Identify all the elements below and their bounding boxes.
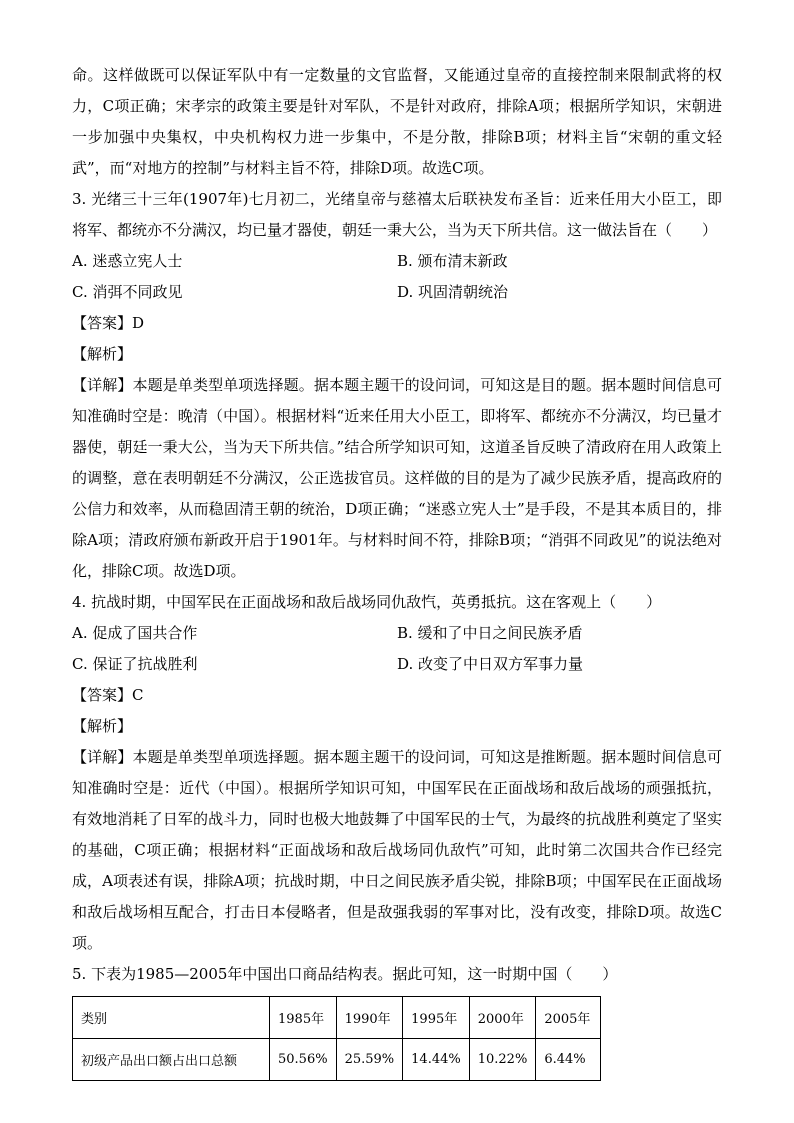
export-structure-table (72, 996, 601, 1081)
q3-stem: 3. 光绪三十三年(1907年)七月初二，光绪皇帝与慈禧太后联袂发布圣旨：近来任用大小臣工，即将军、都统亦不分满汉，均已量才器使，朝廷一秉大公，当为天下所共信。这一做法旨在（ ） (72, 190, 722, 239)
table-cell: 初级产品出口额占出口总额 (73, 1039, 270, 1081)
table-header-cell: 1995年 (403, 997, 470, 1039)
table-header-cell: 2005年 (536, 997, 601, 1039)
q3-analysis-label: 【解析】 (72, 345, 133, 363)
table-cell: 25.59% (336, 1039, 403, 1081)
table-cell: 50.56% (270, 1039, 337, 1081)
q3-options (72, 246, 722, 308)
q3-option-a: A. 迷惑立宪人士 (72, 252, 183, 270)
page-content (72, 60, 722, 1081)
table-cell: 10.22% (469, 1039, 536, 1081)
table-row (73, 1039, 601, 1081)
q2-analysis-continued: 命。这样做既可以保证军队中有一定数量的文官监督，又能通过皇帝的直接控制来限制武将的权力，C项正确；宋孝宗的政策主要是针对军队，不是针对政府，排除A项；根据所学知识，宋朝进一步加强中央集权，中央机构权力进一步集中，不是分散，排除B项；材料主旨“宋朝的重文轻武”，而“对地方的控制”与材料主旨不符，排除D项。故选C项。 (72, 66, 722, 177)
q4-option-c: C. 保证了抗战胜利 (72, 655, 198, 673)
table-cell: 6.44% (536, 1039, 601, 1081)
table-cell: 14.44% (403, 1039, 470, 1081)
table-header-cell: 1985年 (270, 997, 337, 1039)
q3-detail: 【详解】本题是单类型单项选择题。据本题主题干的设问词，可知这是目的题。据本题时间信息可知准确时空是：晚清（中国）。根据材料“近来任用大小臣工，即将军、都统亦不分满汉，均已量才器使，朝廷一秉大公，当为天下所共信。”结合所学知识可知，这道圣旨反映了清政府在用人政策上的调整，意在表明朝廷不分满汉，公正选拔官员。这样做的目的是为了减少民族矛盾，提高政府的公信力和效率，从而稳固清王朝的统治，D项正确；“迷惑立宪人士”是手段，不是其本质目的，排除A项；清政府颁布新政开启于1901年。与材料时间不符，排除B项；“消弭不同政见”的说法绝对化，排除C项。故选D项。 (72, 376, 722, 580)
table-header-row (73, 997, 601, 1039)
q4-stem: 4. 抗战时期，中国军民在正面战场和敌后战场同仇敌忾，英勇抵抗。这在客观上（ ） (72, 593, 662, 611)
q4-answer: 【答案】C (72, 686, 144, 704)
q3-option-c: C. 消弭不同政见 (72, 283, 183, 301)
q4-option-a: A. 促成了国共合作 (72, 624, 198, 642)
q4-analysis-label: 【解析】 (72, 717, 133, 735)
q3-option-b: B. 颁布清末新政 (397, 252, 508, 270)
table-header-cell: 1990年 (336, 997, 403, 1039)
q5-stem: 5. 下表为1985—2005年中国出口商品结构表。据此可知，这一时期中国（ ） (72, 965, 618, 983)
table-header-cell: 类别 (73, 997, 270, 1039)
table-header-cell: 2000年 (469, 997, 536, 1039)
q4-option-b: B. 缓和了中日之间民族矛盾 (397, 624, 583, 642)
q4-options (72, 618, 722, 680)
q4-option-d: D. 改变了中日双方军事力量 (397, 655, 584, 673)
q3-option-d: D. 巩固清朝统治 (397, 283, 509, 301)
q4-detail: 【详解】本题是单类型单项选择题。据本题主题干的设问词，可知这是推断题。据本题时间信息可知准确时空是：近代（中国）。根据所学知识可知，中国军民在正面战场和敌后战场的顽强抵抗，有效地消耗了日军的战斗力，同时也极大地鼓舞了中国军民的士气，为最终的抗战胜利奠定了坚实的基础，C项正确；根据材料“正面战场和敌后战场同仇敌忾”可知，此时第二次国共合作已经完成，A项表述有误，排除A项；抗战时期，中日之间民族矛盾尖锐，排除B项；中国军民在正面战场和敌后战场相互配合，打击日本侵略者，但是敌强我弱的军事对比，没有改变，排除D项。故选C项。 (72, 748, 722, 952)
q3-answer: 【答案】D (72, 314, 145, 332)
